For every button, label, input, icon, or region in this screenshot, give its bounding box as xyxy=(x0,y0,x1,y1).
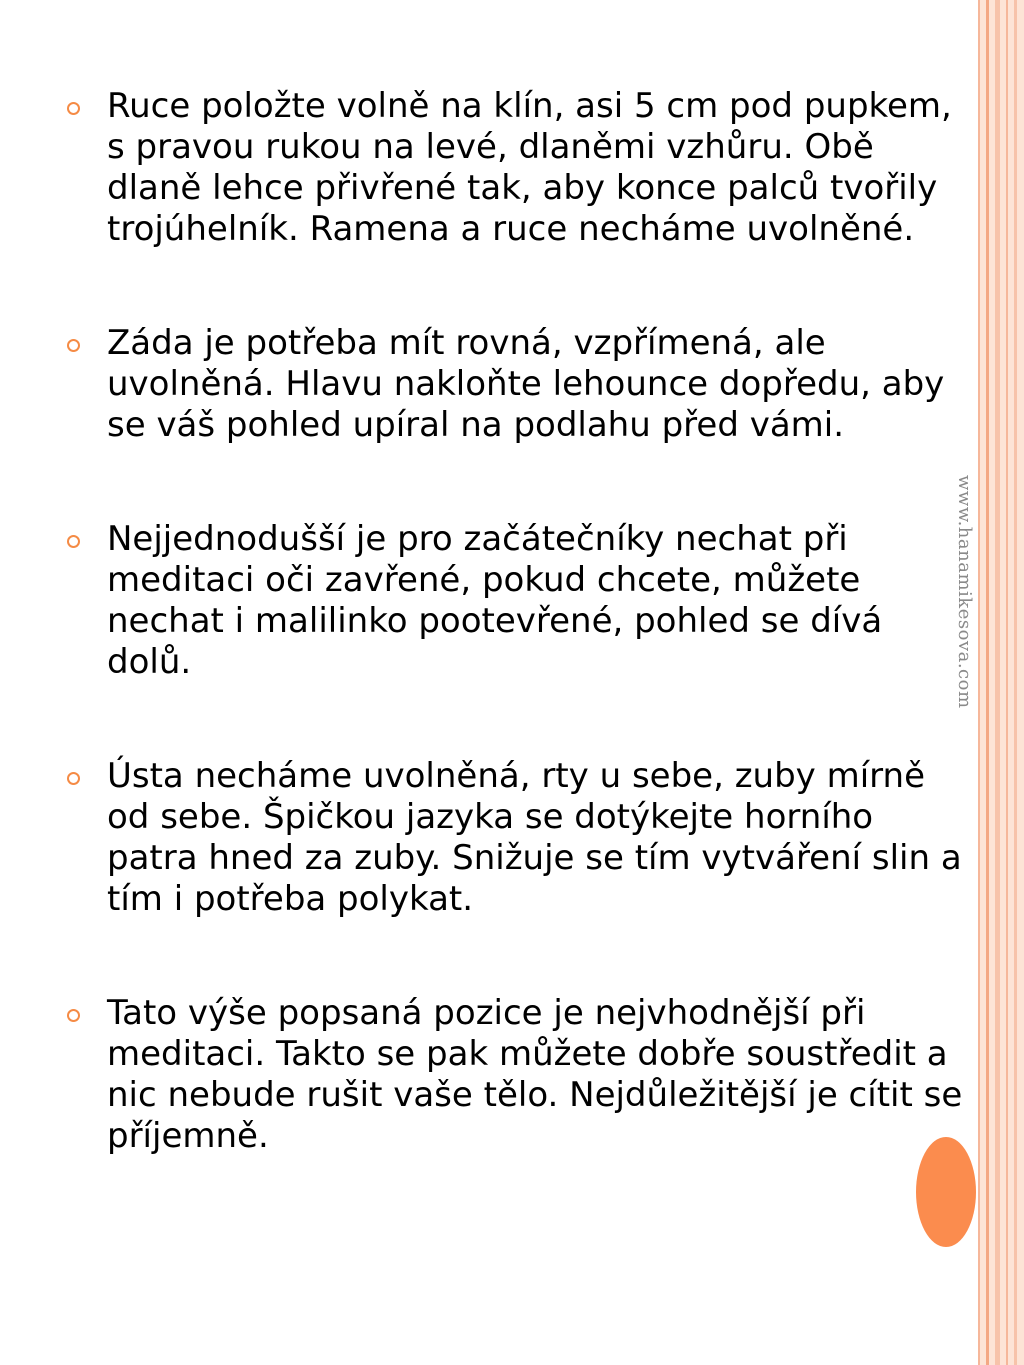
stripe xyxy=(995,0,1000,1365)
list-item xyxy=(64,86,964,250)
stripe xyxy=(986,0,989,1365)
list-item-text: Ústa necháme uvolněná, rty u sebe, zuby mírně od sebe. Špičkou jazyka se dotýkejte horního patra hned za zuby. Snižuje se tím vytváření slin a tím i potřeba polykat. xyxy=(107,756,962,919)
bullet-circle-icon xyxy=(67,1009,80,1022)
list-item-text: Ruce položte volně na klín, asi 5 cm pod pupkem, s pravou rukou na levé, dlaněmi vzhůru. Obě dlaně lehce přivřené tak, aby konce palců tvořily trojúhelník. Ramena a ruce necháme uvolněné. xyxy=(107,86,952,249)
bullet-circle-icon xyxy=(67,102,80,115)
list-item-text: Nejjednodušší je pro začátečníky nechat při meditaci oči zavřené, pokud chcete, můžete nechat i malilinko pootevřené, pohled se dívá dolů. xyxy=(107,519,883,682)
list-item-text: Tato výše popsaná pozice je nejvhodnější při meditaci. Takto se pak můžete dobře soustředit a nic nebude rušit vaše tělo. Nejdůležitější je cítit se příjemně. xyxy=(107,993,963,1156)
list-item-text: Záda je potřeba mít rovná, vzpřímená, ale uvolněná. Hlavu nakloňte lehounce dopředu, aby se váš pohled upíral na podlahu před vámi. xyxy=(107,323,945,445)
stripe xyxy=(1014,0,1017,1365)
bullet-circle-icon xyxy=(67,772,80,785)
list-item xyxy=(64,993,964,1157)
watermark-url: www.hanamikesova.com xyxy=(954,475,975,709)
stripe xyxy=(978,0,980,1365)
list-item xyxy=(64,756,964,920)
bullet-list xyxy=(64,86,964,1230)
list-item xyxy=(64,519,964,683)
bullet-circle-icon xyxy=(67,535,80,548)
list-item xyxy=(64,323,964,446)
bullet-circle-icon xyxy=(67,339,80,352)
decorative-stripes xyxy=(978,0,1024,1365)
stripe xyxy=(1006,0,1008,1365)
